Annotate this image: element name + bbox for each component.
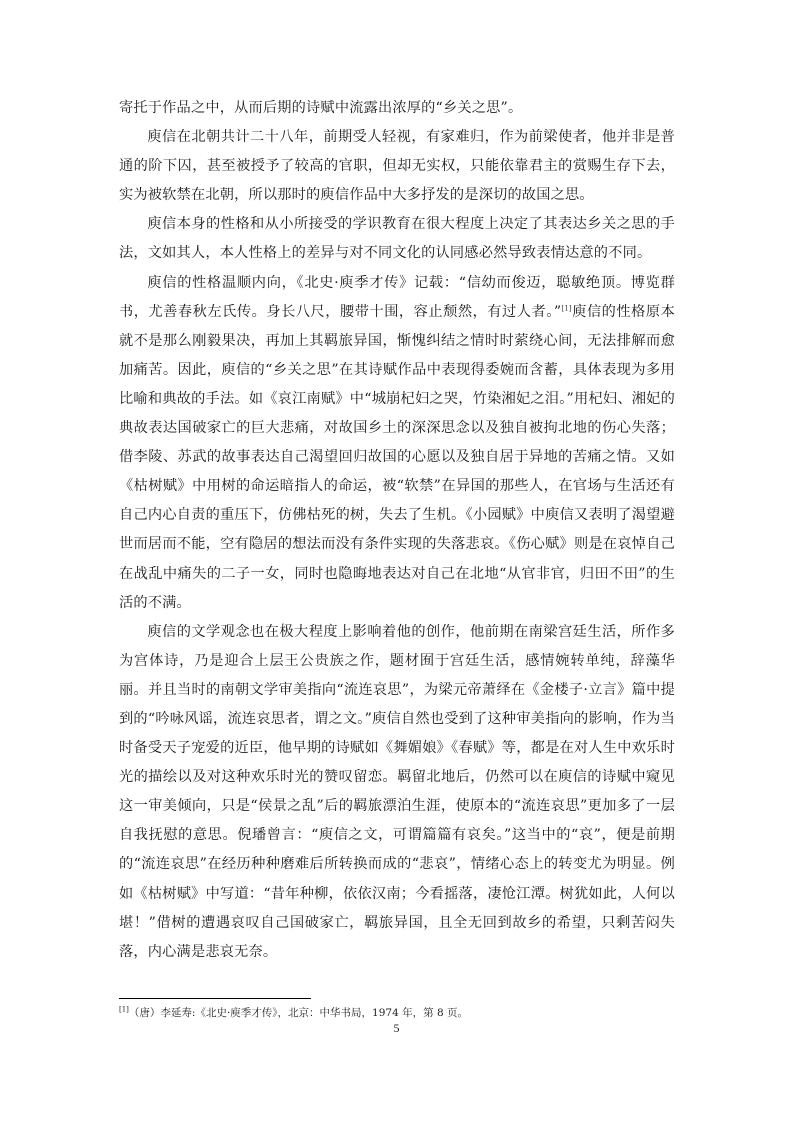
paragraph-north-dynasty: 庾信在北朝共计二十八年，前期受人轻视，有家难归，作为前梁使者，他并非是普通的阶下囚，甚至被授予了较高的官职，但却无实权，只能依靠君主的赏赐生存下去，实为被软禁在北朝，所以那时的庾信作品中大多抒发的是深切的故国之思。 [119, 129, 675, 204]
paragraph-personality: 庾信本身的性格和从小所接受的学识教育在很大程度上决定了其表达乡关之思的手法，文如其人，本人性格上的差异与对不同文化的认同感必然导致表情达意的不同。 [119, 216, 675, 262]
paragraph-continued: 寄托于作品之中，从而后期的诗赋中流露出浓厚的“乡关之思”。 [119, 100, 523, 116]
footnote-reference[interactable]: [1] [561, 303, 572, 312]
page-number: 5 [393, 1021, 400, 1035]
character-text-after-ref: 庾信的性格原本就不是那么刚毅果决，再加上其羁旅异国，惭愧纠结之情时时萦绕心间，无法排解而愈加痛苦。因此，庾信的“乡关之思”在其诗赋作品中表现得委婉而含蓄，具体表现为多用比喻和典故的手法。如《哀江南赋》中“城崩杞妇之哭，竹染湘妃之泪。”用杞妇、湘妃的典故表达国破家亡的巨大悲痛，对故国乡土的深深思念以及独自被拘北地的伤心失落；借李陵、苏武的故事表达自己渴望回归故国的心愿以及独自居于异地的苦痛之情。又如《枯树赋》中用树的命运暗指人的命运，被“软禁”在异国的那些人，在官场与生活还有自己内心自责的重压下，仿佛枯死的树，失去了生机。《小园赋》中庾信又表明了渴望避世而居而不能，空有隐居的想法而没有条件实现的失落悲哀。《伤心赋》则是在哀悼自己在战乱中痛失的二子一女，同时也隐晦地表达对自己在北地“从官非官，归田不田”的生活的不满。 [119, 303, 675, 611]
footnote-text: （唐）李延寿:《北史·庾季才传》，北京：中华书局，1974 年，第 8 页。 [128, 1007, 468, 1019]
footnote [119, 1005, 675, 1021]
paragraph-character [119, 269, 675, 618]
footnote-mark: [1] [119, 1005, 129, 1014]
character-text-before-ref: 庾信的性格温顺内向，《北史·庾季才传》记载：“信幼而俊迈，聪敏绝顶。博览群书，尤善春秋左氏传。身长八尺，腰带十围，容止颓然，有过人者。” [119, 274, 675, 320]
footnote-separator [119, 998, 311, 999]
paragraph-literary-views: 庾信的文学观念也在极大程度上影响着他的创作，他前期在南梁宫廷生活，所作多为宫体诗，乃是迎合上层王公贵族之作，题材囿于宫廷生活，感情婉转单纯，辞藻华丽。并且当时的南朝文学审美指向“流连哀思”，为梁元帝萧绎在《金楼子·立言》篇中提到的“吟咏风谣，流连哀思者，谓之文。”庾信自然也受到了这种审美指向的影响，作为当时备受天子宠爱的近臣，他早期的诗赋如《舞媚娘》《春赋》等，都是在对人生中欢乐时光的描绘以及对这种欢乐时光的赞叹留恋。羁留北地后，仍然可以在庾信的诗赋中窥见这一审美倾向，只是“侯景之乱”后的羁旅漂泊生涯，使原本的“流连哀思”更加多了一层自我抚慰的意思。倪璠曾言：“庾信之文，可谓篇篇有哀矣。”这当中的“哀”，便是前期的“流连哀思”在经历种种磨难后所转换而成的“悲哀”，情绪心态上的转变尤为明显。例如《枯树赋》中写道：“昔年种柳，依依汉南；今看摇落，凄怆江潭。树犹如此，人何以堪！”借树的遭遇哀叹自己国破家亡，羁旅异国，且全无回到故乡的希望，只剩苦闷失落，内心满是悲哀无奈。 [119, 623, 675, 960]
body-text [119, 94, 675, 967]
